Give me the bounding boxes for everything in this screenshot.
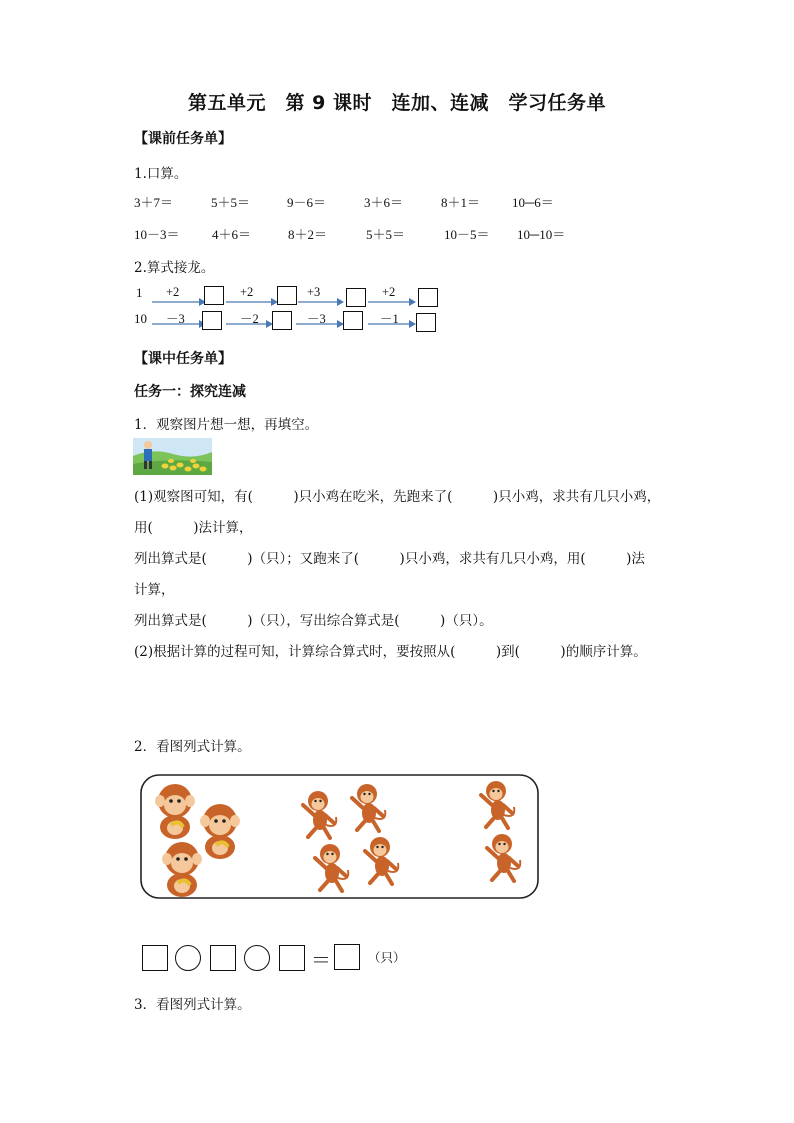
oral-item: 5＋5＝ [366,227,406,242]
in-task-heading: 【课中任务单】 [134,351,232,367]
answer-box[interactable] [277,286,297,305]
oral-item: 3＋6＝ [364,195,404,210]
operator-circle[interactable] [175,945,201,971]
oral-item: 5＋5＝ [211,195,251,210]
task1-q1-label: 1．观察图片想一想，再填空。 [134,417,319,433]
answer-box[interactable] [343,311,363,330]
q1-label: 1.口算。 [134,166,188,182]
oral-item: 10－5＝ [444,227,490,242]
oral-item: 10─10＝ [517,227,566,242]
chicken-picture [133,438,212,475]
pre-task-heading: 【课前任务单】 [134,131,232,147]
task1-title: 任务一：探究连减 [134,384,246,400]
page-title: 第五单元 第 9 课时 连加、连减 学习任务单 [188,92,606,114]
chain2-op: －2 [240,312,259,326]
chain2-start: 10 [134,311,147,326]
q2-label: 2.算式接龙。 [134,260,215,276]
answer-box[interactable] [202,311,222,330]
chain1-start: 1 [136,285,143,300]
answer-box[interactable] [346,288,366,307]
fill-line: 计算， [134,582,175,598]
chain1-op: +3 [307,285,321,299]
answer-box[interactable] [204,286,224,305]
oral-item: 10－3＝ [134,227,180,242]
chain1-op: +2 [166,285,180,299]
equation-box[interactable] [210,945,236,971]
chain2-op: －3 [166,312,185,326]
answer-box[interactable] [418,288,438,307]
oral-item: 10─6＝ [512,195,554,210]
answer-box[interactable] [416,313,436,332]
oral-item: 4＋6＝ [212,227,252,242]
unit-label: （只） [368,950,406,965]
oral-item: 3＋7＝ [134,195,174,210]
fill-line: (2)根据计算的过程可知，计算综合算式时，要按照从( )到( )的顺序计算。 [134,644,647,660]
task1-q3-label: 3．看图列式计算。 [134,997,251,1013]
equals-sign: ＝ [311,948,331,972]
chain1-op: +2 [382,285,396,299]
oral-item: 9－6＝ [287,195,327,210]
fill-line: 列出算式是( )（只），写出综合算式是( )（只）。 [134,613,493,629]
result-box[interactable] [334,944,360,970]
chain2-op: －3 [307,312,326,326]
equation-box[interactable] [142,945,168,971]
monkey-picture [140,774,540,900]
chain1-op: +2 [240,285,254,299]
operator-circle[interactable] [244,945,270,971]
oral-item: 8＋1＝ [441,195,481,210]
chain2-op: －1 [380,312,399,326]
answer-box[interactable] [272,311,292,330]
chain-arrows [150,288,450,334]
fill-line: (1)观察图可知，有( )只小鸡在吃米，先跑来了( )只小鸡，求共有几只小鸡， [134,489,661,505]
oral-item: 8＋2＝ [288,227,328,242]
fill-line: 列出算式是( )（只）；又跑来了( )只小鸡，求共有几只小鸡，用( )法 [134,551,645,567]
fill-line: 用( )法计算， [134,520,253,536]
task1-q2-label: 2．看图列式计算。 [134,739,251,755]
equation-box[interactable] [279,945,305,971]
